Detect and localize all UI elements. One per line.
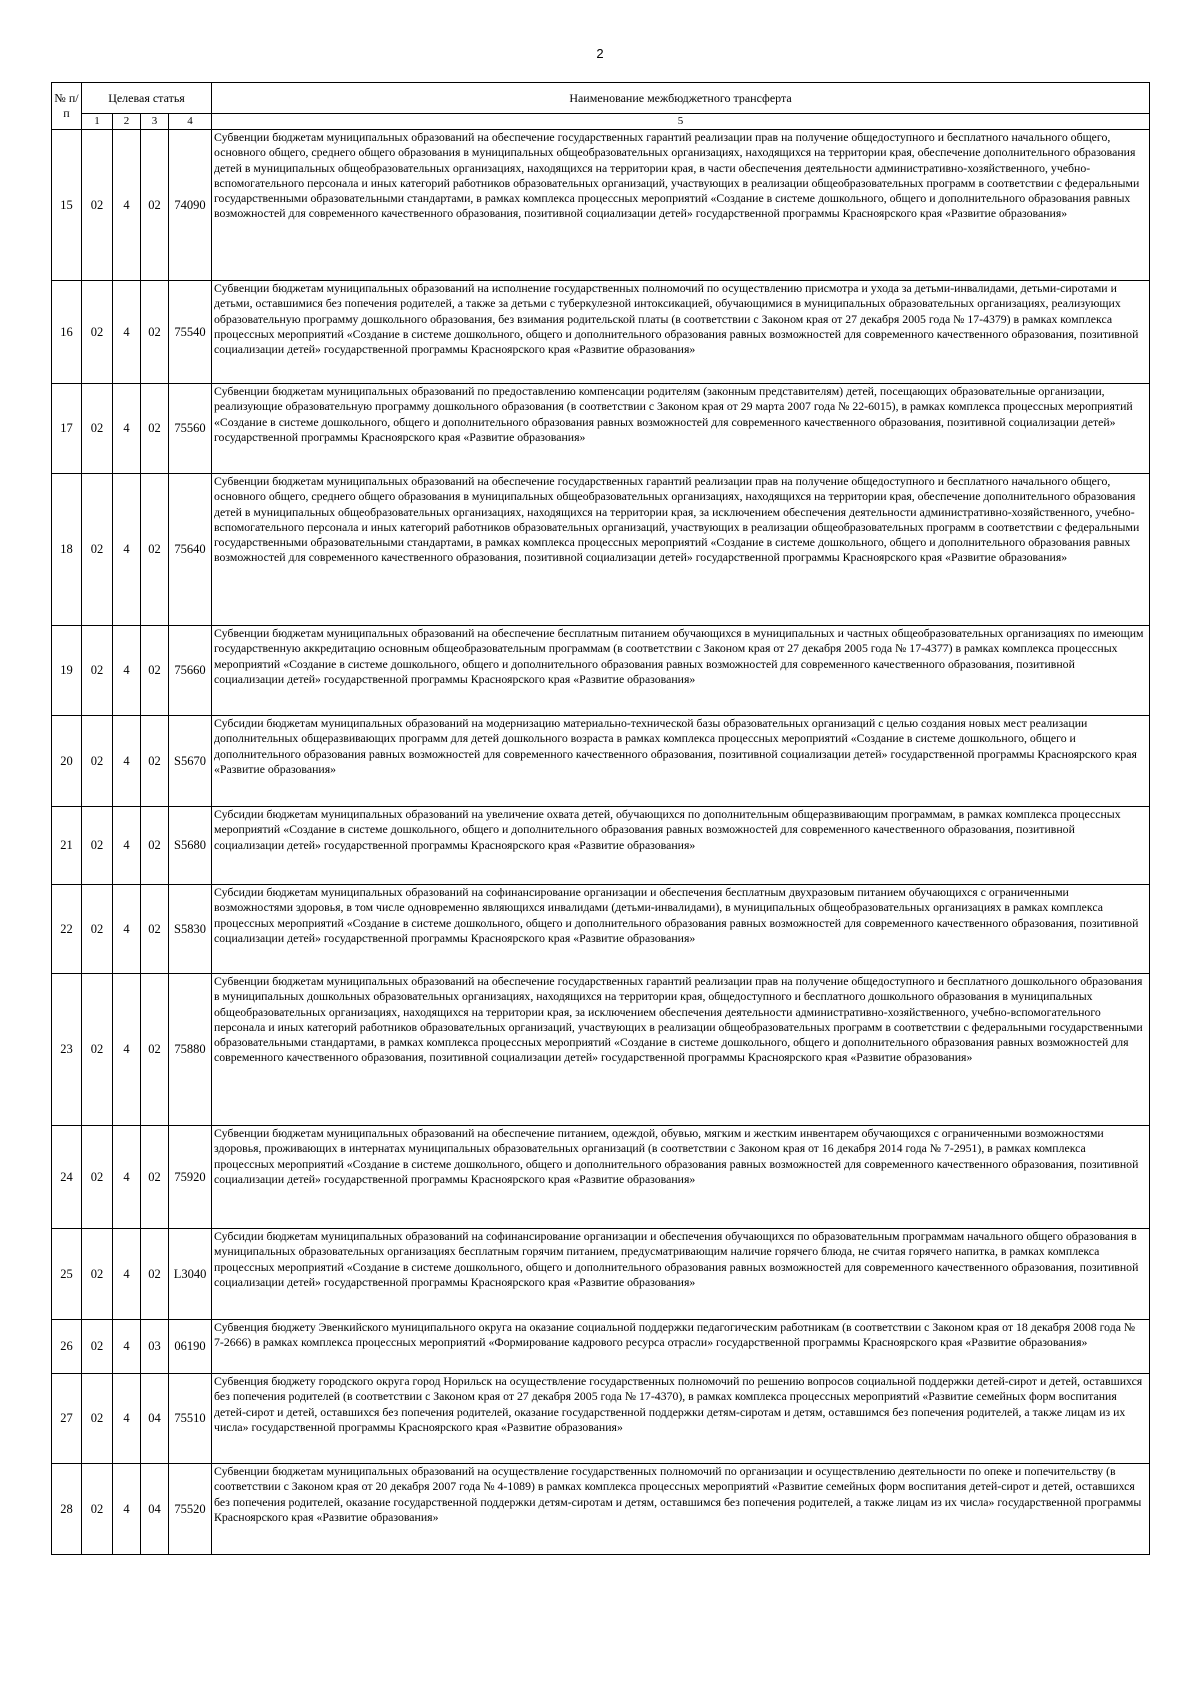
row-number: 27 xyxy=(52,1374,82,1464)
row-number: 23 xyxy=(52,974,82,1126)
code-4: 75510 xyxy=(169,1374,212,1464)
table-row xyxy=(52,1229,1150,1320)
code-4: 75660 xyxy=(169,626,212,716)
code-4: S5680 xyxy=(169,807,212,885)
table-row xyxy=(52,626,1150,716)
code-1: 02 xyxy=(82,281,113,384)
page-number: 2 xyxy=(596,46,604,61)
table-subheader-row xyxy=(52,114,1150,130)
table-row xyxy=(52,1126,1150,1229)
transfer-name: Субвенции бюджетам муниципальных образований на обеспечение государственных гарантий реализации прав на получение общедоступного и бесплатного начального общего, основного общего, среднего общего образования в муниципальных общеобразовательных организациях, находящихся на территории края, обеспечение дополнительного образования детей в муниципальных общеобразовательных организациях, находящихся на территории края, в части обеспечения деятельности административно-хозяйственного, учебно-вспомогательного персонала и иных категорий работников образовательных организаций, участвующих в реализации общеобразовательных программ в соответствии с федеральными государственными образовательными стандартами, в рамках комплекса процессных мероприятий «Создание в системе дошкольного, общего и дополнительного образования равных возможностей для современного качественного образования, позитивной социализации детей» государственной программы Красноярского края «Развитие образования» xyxy=(212,130,1150,281)
code-4: 06190 xyxy=(169,1320,212,1374)
row-number: 20 xyxy=(52,716,82,807)
code-3: 02 xyxy=(141,384,169,474)
code-3: 02 xyxy=(141,130,169,281)
code-1: 02 xyxy=(82,807,113,885)
code-2: 4 xyxy=(113,1320,141,1374)
transfer-name: Субвенции бюджетам муниципальных образований на обеспечение бесплатным питанием обучающихся в муниципальных и частных общеобразовательных организациях по имеющим государственную аккредитацию основным общеобразовательным программам (в соответствии с Законом края от 27 декабря 2005 года № 17-4377) в рамках комплекса процессных мероприятий «Создание в системе дошкольного, общего и дополнительного образования равных возможностей для современного качественного образования, позитивной социализации детей» государственной программы Красноярского края «Развитие образования» xyxy=(212,626,1150,716)
subheader-cell: 3 xyxy=(141,114,169,130)
code-4: S5670 xyxy=(169,716,212,807)
transfer-name: Субвенции бюджетам муниципальных образований на обеспечение государственных гарантий реализации прав на получение общедоступного и бесплатного начального общего, основного общего, среднего общего образования в муниципальных общеобразовательных организациях, находящихся на территории края, обеспечение дополнительного образования детей в муниципальных общеобразовательных организациях, находящихся на территории края, за исключением обеспечения деятельности административно-хозяйственного, учебно-вспомогательного персонала и иных категорий работников образовательных организаций, участвующих в реализации общеобразовательных программ в соответствии с федеральными государственными образовательными стандартами, в рамках комплекса процессных мероприятий «Создание в системе дошкольного, общего и дополнительного образования равных возможностей для современного качественного образования, позитивной социализации детей» государственной программы Красноярского края «Развитие образования» xyxy=(212,474,1150,626)
code-2: 4 xyxy=(113,807,141,885)
code-4: 74090 xyxy=(169,130,212,281)
code-3: 02 xyxy=(141,716,169,807)
subheader-cell: 4 xyxy=(169,114,212,130)
row-number: 26 xyxy=(52,1320,82,1374)
table-row xyxy=(52,807,1150,885)
code-3: 02 xyxy=(141,807,169,885)
transfer-name: Субвенции бюджетам муниципальных образований на обеспечение питанием, одеждой, обувью, мягким и жестким инвентарем обучающихся с ограниченными возможностями здоровья, проживающих в интернатах муниципальных образовательных организаций (в соответствии с Законом края от 16 декабря 2014 года № 7-2951), в рамках комплекса процессных мероприятий «Создание в системе дошкольного, общего и дополнительного образования равных возможностей для современного качественного образования, позитивной социализации детей» государственной программы Красноярского края «Развитие образования» xyxy=(212,1126,1150,1229)
code-4: 75540 xyxy=(169,281,212,384)
transfer-name: Субвенции бюджетам муниципальных образований на обеспечение государственных гарантий реализации прав на получение общедоступного и бесплатного дошкольного образования в муниципальных дошкольных образовательных организациях, находящихся на территории края, общедоступного и бесплатного дошкольного образования в муниципальных общеобразовательных организациях, находящихся на территории края, за исключением обеспечения деятельности административно-хозяйственного, учебно-вспомогательного персонала и иных категорий работников образовательных организаций, участвующих в реализации общеобразовательных программ в соответствии с федеральными государственными образовательными стандартами, в рамках комплекса процессных мероприятий «Создание в системе дошкольного, общего и дополнительного образования равных возможностей для современного качественного образования, позитивной социализации детей» государственной программы Красноярского края «Развитие образования» xyxy=(212,974,1150,1126)
code-2: 4 xyxy=(113,130,141,281)
code-4: S5830 xyxy=(169,885,212,974)
code-1: 02 xyxy=(82,716,113,807)
code-2: 4 xyxy=(113,281,141,384)
table-row xyxy=(52,1320,1150,1374)
table-row xyxy=(52,474,1150,626)
table-row xyxy=(52,130,1150,281)
subheader-cell: 5 xyxy=(212,114,1150,130)
row-number: 16 xyxy=(52,281,82,384)
code-1: 02 xyxy=(82,1464,113,1555)
code-2: 4 xyxy=(113,1374,141,1464)
code-3: 02 xyxy=(141,1229,169,1320)
code-3: 04 xyxy=(141,1374,169,1464)
row-number: 19 xyxy=(52,626,82,716)
transfer-name: Субсидии бюджетам муниципальных образований на увеличение охвата детей, обучающихся по дополнительным общеразвивающим программам, в рамках комплекса процессных мероприятий «Создание в системе дошкольного, общего и дополнительного образования равных возможностей для современного качественного образования, позитивной социализации детей» государственной программы Красноярского края «Развитие образования» xyxy=(212,807,1150,885)
row-number: 15 xyxy=(52,130,82,281)
code-1: 02 xyxy=(82,1229,113,1320)
table-row xyxy=(52,1464,1150,1555)
table-row xyxy=(52,885,1150,974)
code-3: 02 xyxy=(141,626,169,716)
code-2: 4 xyxy=(113,716,141,807)
transfer-name: Субвенции бюджетам муниципальных образований на исполнение государственных полномочий по осуществлению присмотра и ухода за детьми-инвалидами, детьми-сиротами и детьми, оставшимися без попечения родителей, а также за детьми с туберкулезной интоксикацией, обучающимися в муниципальных образовательных организациях, реализующих образовательную программу дошкольного образования, без взимания родительской платы (в соответствии с Законом края от 27 декабря 2005 года № 17-4379) в рамках комплекса процессных мероприятий «Создание в системе дошкольного, общего и дополнительного образования равных возможностей для современного качественного образования, позитивной социализации детей» государственной программы Красноярского края «Развитие образования» xyxy=(212,281,1150,384)
code-4: 75640 xyxy=(169,474,212,626)
header-target-article: Целевая статья xyxy=(82,83,212,114)
code-1: 02 xyxy=(82,1126,113,1229)
code-3: 03 xyxy=(141,1320,169,1374)
code-3: 04 xyxy=(141,1464,169,1555)
code-4: 75920 xyxy=(169,1126,212,1229)
transfer-name: Субсидии бюджетам муниципальных образований на софинансирование организации и обеспечения бесплатным двухразовым питанием обучающихся с ограниченными возможностями здоровья, в том числе одновременно являющихся инвалидами (детьми-инвалидами), в муниципальных общеобразовательных организациях в рамках комплекса процессных мероприятий «Создание в системе дошкольного, общего и дополнительного образования равных возможностей для современного качественного образования, позитивной социализации детей» государственной программы Красноярского края «Развитие образования» xyxy=(212,885,1150,974)
code-3: 02 xyxy=(141,885,169,974)
row-number: 24 xyxy=(52,1126,82,1229)
header-transfer-name: Наименование межбюджетного трансферта xyxy=(212,83,1150,114)
code-2: 4 xyxy=(113,1229,141,1320)
code-1: 02 xyxy=(82,1374,113,1464)
row-number: 22 xyxy=(52,885,82,974)
transfer-name: Субвенции бюджетам муниципальных образований по предоставлению компенсации родителям (законным представителям) детей, посещающих образовательные организации, реализующие образовательную программу дошкольного образования (в соответствии с Законом края от 29 марта 2007 года № 22-6015), в рамках комплекса процессных мероприятий «Создание в системе дошкольного, общего и дополнительного образования равных возможностей для современного качественного образования, позитивной социализации детей» государственной программы Красноярского края «Развитие образования» xyxy=(212,384,1150,474)
transfers-table xyxy=(51,82,1150,1555)
code-3: 02 xyxy=(141,281,169,384)
code-1: 02 xyxy=(82,130,113,281)
code-1: 02 xyxy=(82,1320,113,1374)
code-4: 75520 xyxy=(169,1464,212,1555)
transfer-name: Субвенция бюджету городского округа город Норильск на осуществление государственных полномочий по решению вопросов социальной поддержки детей-сирот и детей, оставшихся без попечения родителей (в соответствии с Законом края от 27 декабря 2005 года № 17-4370), в рамках комплекса процессных мероприятий «Развитие семейных форм воспитания детей-сирот и детей, оставшихся без попечения родителей, оказание государственной поддержки детям-сиротам и детям, оставшимся без попечения родителей, а также лицам из их числа» государственной программы Красноярского края «Развитие образования» xyxy=(212,1374,1150,1464)
code-4: 75560 xyxy=(169,384,212,474)
code-1: 02 xyxy=(82,474,113,626)
table-row xyxy=(52,716,1150,807)
code-3: 02 xyxy=(141,474,169,626)
code-4: 75880 xyxy=(169,974,212,1126)
code-1: 02 xyxy=(82,885,113,974)
transfer-name: Субсидии бюджетам муниципальных образований на модернизацию материально-технической базы образовательных организаций с целью создания новых мест реализации дополнительных общеразвивающих программ для детей дошкольного возраста в рамках комплекса процессных мероприятий «Создание в системе дошкольного, общего и дополнительного образования равных возможностей для современного качественного образования, позитивной социализации детей» государственной программы Красноярского края «Развитие образования» xyxy=(212,716,1150,807)
code-2: 4 xyxy=(113,1464,141,1555)
table-row xyxy=(52,974,1150,1126)
transfer-name: Субсидии бюджетам муниципальных образований на софинансирование организации и обеспечения обучающихся по образовательным программам начального общего образования в муниципальных образовательных организациях бесплатным горячим питанием, предусматривающим наличие горячего блюда, не считая горячего напитка, в рамках комплекса процессных мероприятий «Создание в системе дошкольного, общего и дополнительного образования равных возможностей для современного качественного образования, позитивной социализации детей» государственной программы Красноярского края «Развитие образования» xyxy=(212,1229,1150,1320)
code-1: 02 xyxy=(82,384,113,474)
code-3: 02 xyxy=(141,974,169,1126)
code-1: 02 xyxy=(82,626,113,716)
row-number: 25 xyxy=(52,1229,82,1320)
table-row xyxy=(52,1374,1150,1464)
code-2: 4 xyxy=(113,474,141,626)
code-4: L3040 xyxy=(169,1229,212,1320)
code-2: 4 xyxy=(113,384,141,474)
header-number: № п/п xyxy=(52,83,82,130)
row-number: 18 xyxy=(52,474,82,626)
table-header-row xyxy=(52,83,1150,114)
row-number: 17 xyxy=(52,384,82,474)
code-3: 02 xyxy=(141,1126,169,1229)
code-1: 02 xyxy=(82,974,113,1126)
subheader-cell: 2 xyxy=(113,114,141,130)
table-row xyxy=(52,384,1150,474)
code-2: 4 xyxy=(113,626,141,716)
transfer-name: Субвенции бюджетам муниципальных образований на осуществление государственных полномочий по организации и осуществлению деятельности по опеке и попечительству (в соответствии с Законом края от 20 декабря 2007 года № 4-1089) в рамках комплекса процессных мероприятий «Развитие семейных форм воспитания детей-сирот и детей, оставшихся без попечения родителей, оказание государственной поддержки детям-сиротам и детям, оставшимся без попечения родителей, а также лицам из их числа» государственной программы Красноярского края «Развитие образования» xyxy=(212,1464,1150,1555)
table-row xyxy=(52,281,1150,384)
row-number: 28 xyxy=(52,1464,82,1555)
transfer-name: Субвенция бюджету Эвенкийского муниципального округа на оказание социальной поддержки педагогическим работникам (в соответствии с Законом края от 18 декабря 2008 года № 7-2666) в рамках комплекса процессных мероприятий «Формирование кадрового ресурса отрасли» государственной программы Красноярского края «Развитие образования» xyxy=(212,1320,1150,1374)
code-2: 4 xyxy=(113,1126,141,1229)
code-2: 4 xyxy=(113,974,141,1126)
row-number: 21 xyxy=(52,807,82,885)
code-2: 4 xyxy=(113,885,141,974)
subheader-cell: 1 xyxy=(82,114,113,130)
